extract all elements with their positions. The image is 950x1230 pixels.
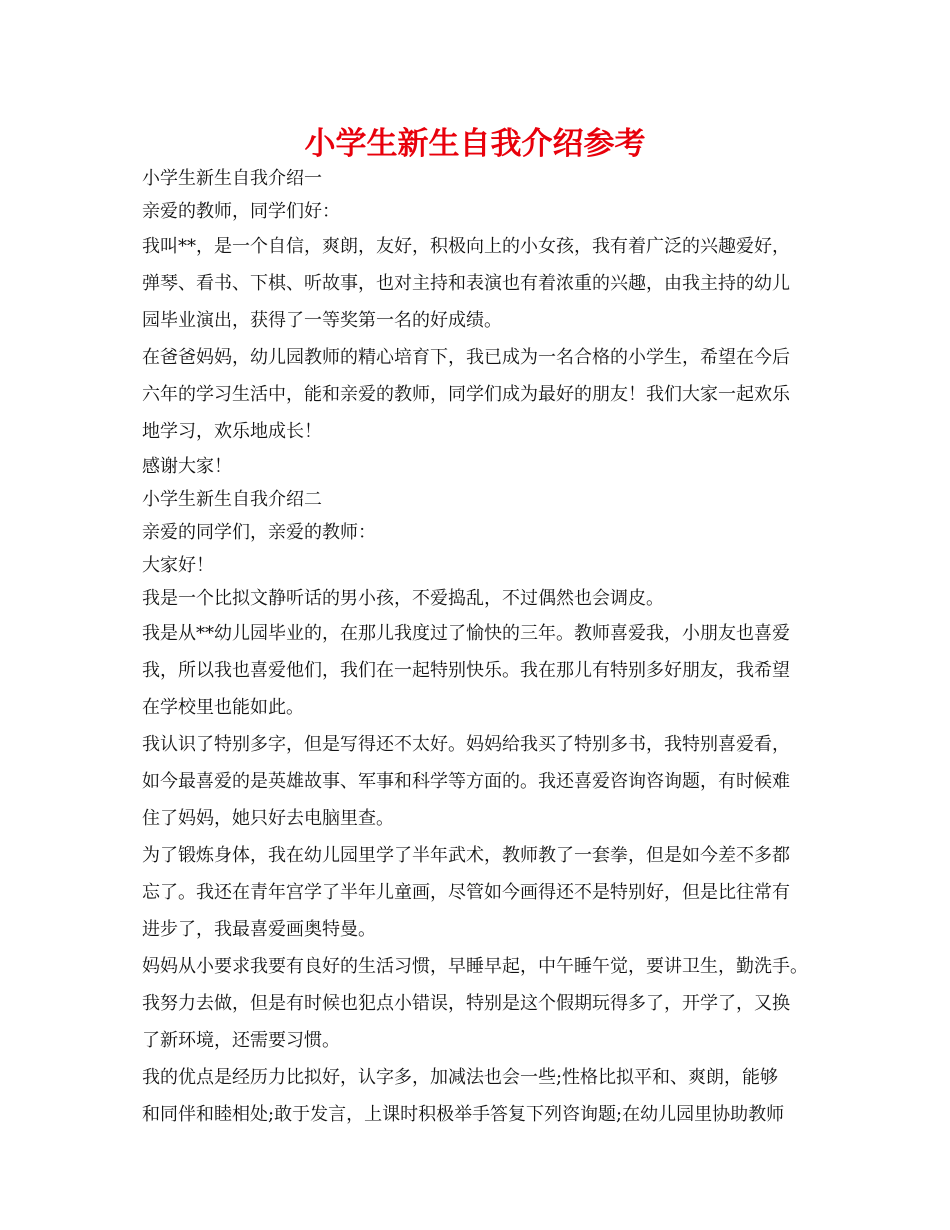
text-line: 园毕业演出，获得了一等奖第一名的好成绩。 — [142, 310, 502, 331]
text-line: 六年的学习生活中，能和亲爱的教师，同学们成为最好的朋友！我们大家一起欢乐 — [142, 384, 790, 405]
text-line: 大家好！ — [142, 555, 214, 576]
text-line: 如今最喜爱的是英雄故事、军事和科学等方面的。我还喜爱咨询咨询题，有时候难 — [142, 771, 790, 792]
text-line: 在爸爸妈妈，幼儿园教师的精心培育下，我已成为一名合格的小学生，希望在今后 — [142, 347, 790, 368]
text-line: 我，所以我也喜爱他们，我们在一起特别快乐。我在那儿有特别多好朋友，我希望 — [142, 660, 790, 681]
text-line: 住了妈妈，她只好去电脑里查。 — [142, 808, 394, 829]
text-line: 我叫**，是一个自信，爽朗，友好，积极向上的小女孩，我有着广泛的兴趣爱好， — [142, 236, 790, 257]
text-line: 我的优点是经历力比拟好，认字多，加减法也会一些;性格比拟平和、爽朗，能够 — [142, 1067, 779, 1088]
text-line: 我是从**幼儿园毕业的，在那儿我度过了愉快的三年。教师喜爱我，小朋友也喜爱 — [142, 623, 790, 644]
text-line: 和同伴和睦相处;敢于发言，上课时积极举手答复下列咨询题;在幼儿园里协助教师 — [142, 1104, 785, 1125]
document-title: 小学生新生自我介绍参考 — [304, 126, 646, 162]
text-line: 忘了。我还在青年宫学了半年儿童画，尽管如今画得还不是特别好，但是比往常有 — [142, 882, 790, 903]
text-line: 为了锻炼身体，我在幼儿园里学了半年武术，教师教了一套拳，但是如今差不多都 — [142, 845, 790, 866]
text-line: 我认识了特别多字，但是写得还不太好。妈妈给我买了特别多书，我特别喜爱看， — [142, 734, 790, 755]
text-line: 感谢大家！ — [142, 456, 232, 477]
text-line: 了新环境，还需要习惯。 — [142, 1030, 340, 1051]
text-line: 小学生新生自我介绍一 — [142, 168, 322, 189]
text-line: 小学生新生自我介绍二 — [142, 489, 322, 510]
text-line: 弹琴、看书、下棋、听故事，也对主持和表演也有着浓重的兴趣，由我主持的幼儿 — [142, 273, 790, 294]
text-line: 地学习，欢乐地成长！ — [142, 421, 322, 442]
text-line: 在学校里也能如此。 — [142, 697, 304, 718]
document-body — [142, 162, 832, 1133]
text-line: 亲爱的同学们，亲爱的教师： — [142, 522, 376, 543]
text-line: 亲爱的教师，同学们好： — [142, 201, 340, 222]
text-line: 进步了，我最喜爱画奥特曼。 — [142, 919, 376, 940]
text-line: 我是一个比拟文静听话的男小孩，不爱捣乱，不过偶然也会调皮。 — [142, 588, 664, 609]
text-line: 妈妈从小要求我要有良好的生活习惯，早睡早起，中午睡午觉，要讲卫生，勤洗手。 — [142, 956, 808, 977]
text-line: 我努力去做，但是有时候也犯点小错误，特别是这个假期玩得多了，开学了，又换 — [142, 993, 790, 1014]
